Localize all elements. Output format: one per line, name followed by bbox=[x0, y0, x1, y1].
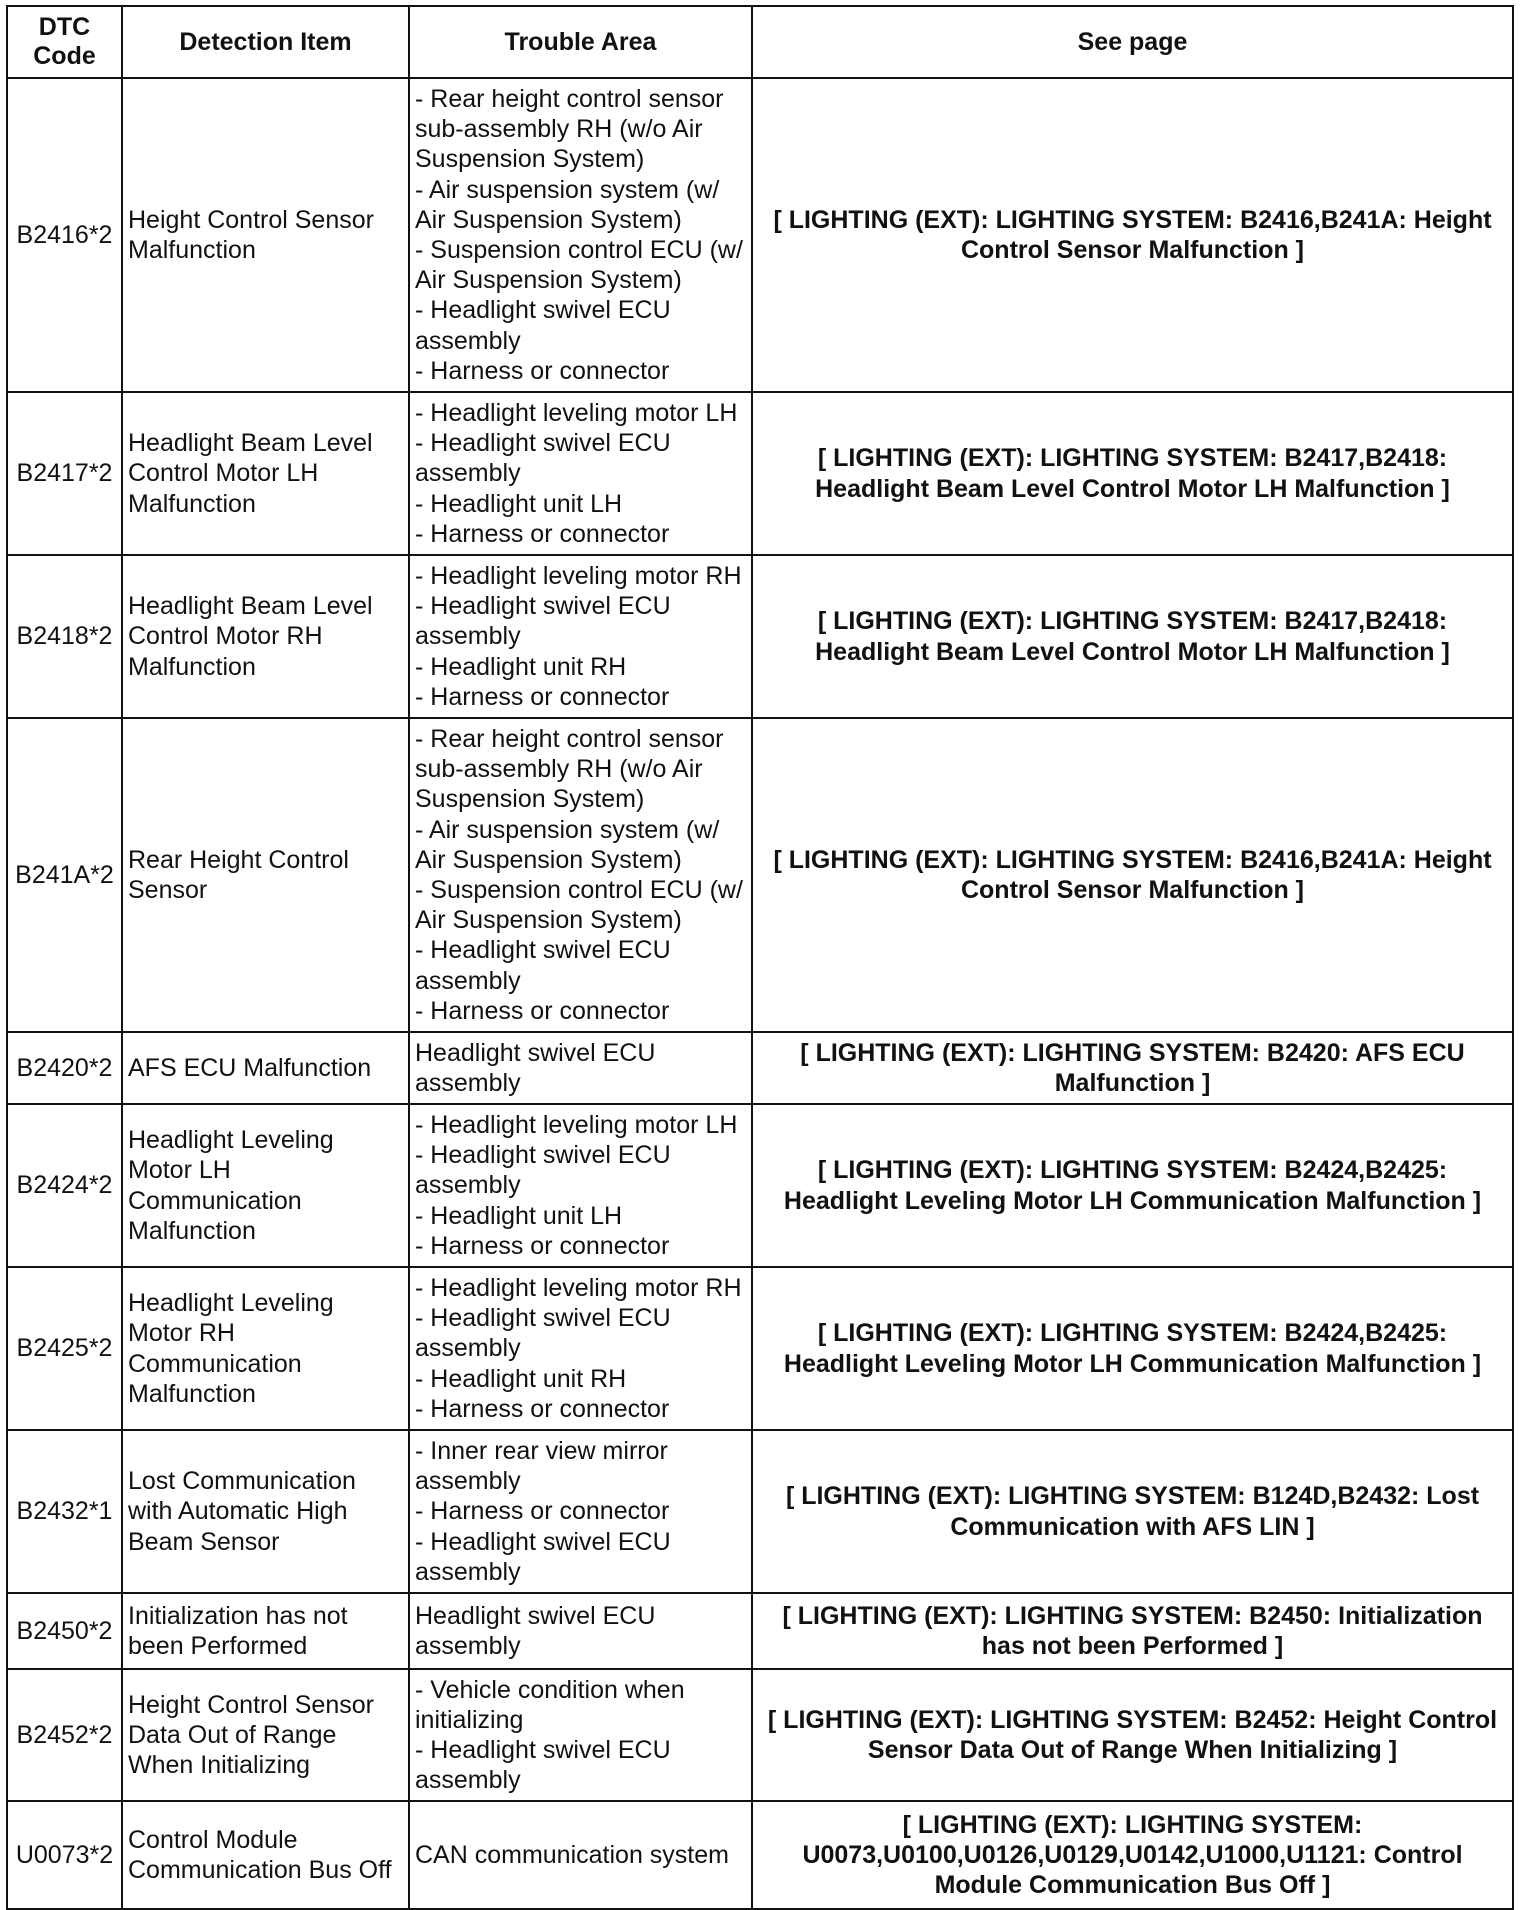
trouble-area-line: - Harness or connector bbox=[415, 1394, 670, 1423]
trouble-area-line: - Headlight unit RH bbox=[415, 1364, 627, 1393]
header-dtc-code: DTC Code bbox=[7, 6, 122, 78]
dtc-code-cell: B2420*2 bbox=[7, 1032, 122, 1104]
dtc-code-cell: B2418*2 bbox=[7, 555, 122, 718]
trouble-area-line: - Air suspension system (w/ Air Suspension System) bbox=[415, 175, 720, 234]
detection-item-cell: Height Control Sensor Data Out of Range When Initializing bbox=[122, 1669, 409, 1801]
dtc-table bbox=[6, 5, 1514, 1910]
header-detection-item: Detection Item bbox=[122, 6, 409, 78]
table-row bbox=[7, 1104, 1513, 1267]
dtc-code-cell: B2432*1 bbox=[7, 1430, 122, 1593]
trouble-area-line: - Air suspension system (w/ Air Suspension System) bbox=[415, 815, 720, 874]
detection-item-cell: AFS ECU Malfunction bbox=[122, 1032, 409, 1104]
trouble-area-line: - Rear height control sensor sub-assembly RH (w/o Air Suspension System) bbox=[415, 84, 724, 174]
trouble-area-line: - Rear height control sensor sub-assembly RH (w/o Air Suspension System) bbox=[415, 724, 724, 814]
trouble-area-line: - Harness or connector bbox=[415, 1497, 670, 1526]
see-page-link[interactable]: [ LIGHTING (EXT): LIGHTING SYSTEM: B2424,B2425: Headlight Leveling Motor LH Communication Malfunction ] bbox=[752, 1267, 1513, 1430]
trouble-area-line: - Headlight unit LH bbox=[415, 489, 623, 518]
trouble-area-cell bbox=[409, 1593, 752, 1669]
trouble-area-line: - Headlight leveling motor RH bbox=[415, 1273, 742, 1302]
dtc-code-cell: B2452*2 bbox=[7, 1669, 122, 1801]
table-row bbox=[7, 1669, 1513, 1801]
table-row bbox=[7, 555, 1513, 718]
trouble-area-cell bbox=[409, 1430, 752, 1593]
see-page-link[interactable]: [ LIGHTING (EXT): LIGHTING SYSTEM: B2417,B2418: Headlight Beam Level Control Motor LH Malfunction ] bbox=[752, 555, 1513, 718]
trouble-area-line: CAN communication system bbox=[415, 1840, 729, 1869]
detection-item-cell: Headlight Leveling Motor RH Communication Malfunction bbox=[122, 1267, 409, 1430]
table-row bbox=[7, 718, 1513, 1032]
table-row bbox=[7, 78, 1513, 392]
trouble-area-line: - Headlight swivel ECU assembly bbox=[415, 296, 671, 355]
table-row bbox=[7, 1593, 1513, 1669]
trouble-area-line: - Headlight swivel ECU assembly bbox=[415, 429, 671, 488]
see-page-link[interactable]: [ LIGHTING (EXT): LIGHTING SYSTEM: B2417,B2418: Headlight Beam Level Control Motor LH Malfunction ] bbox=[752, 392, 1513, 555]
detection-item-cell: Headlight Beam Level Control Motor RH Malfunction bbox=[122, 555, 409, 718]
dtc-code-cell: B2416*2 bbox=[7, 78, 122, 392]
table-row bbox=[7, 1267, 1513, 1430]
trouble-area-line: - Headlight leveling motor LH bbox=[415, 1110, 738, 1139]
trouble-area-cell bbox=[409, 1267, 752, 1430]
detection-item-cell: Headlight Beam Level Control Motor LH Malfunction bbox=[122, 392, 409, 555]
trouble-area-line: Headlight swivel ECU assembly bbox=[415, 1038, 656, 1097]
see-page-link[interactable]: [ LIGHTING (EXT): LIGHTING SYSTEM: B2416,B241A: Height Control Sensor Malfunction ] bbox=[752, 78, 1513, 392]
trouble-area-line: - Harness or connector bbox=[415, 682, 670, 711]
see-page-link[interactable]: [ LIGHTING (EXT): LIGHTING SYSTEM: B2450: Initialization has not been Performed ] bbox=[752, 1593, 1513, 1669]
trouble-area-cell bbox=[409, 1104, 752, 1267]
trouble-area-line: - Harness or connector bbox=[415, 996, 670, 1025]
trouble-area-line: - Headlight unit RH bbox=[415, 652, 627, 681]
trouble-area-cell bbox=[409, 392, 752, 555]
detection-item-cell: Rear Height Control Sensor bbox=[122, 718, 409, 1032]
detection-item-cell: Initialization has not been Performed bbox=[122, 1593, 409, 1669]
trouble-area-line: - Headlight unit LH bbox=[415, 1201, 623, 1230]
trouble-area-line: - Vehicle condition when initializing bbox=[415, 1675, 685, 1734]
detection-item-cell: Lost Communication with Automatic High Beam Sensor bbox=[122, 1430, 409, 1593]
detection-item-cell: Headlight Leveling Motor LH Communication Malfunction bbox=[122, 1104, 409, 1267]
trouble-area-line: - Headlight swivel ECU assembly bbox=[415, 1304, 671, 1363]
dtc-code-cell: B2425*2 bbox=[7, 1267, 122, 1430]
see-page-link[interactable]: [ LIGHTING (EXT): LIGHTING SYSTEM: U0073,U0100,U0126,U0129,U0142,U1000,U1121: Control Module Communication Bus Off ] bbox=[752, 1801, 1513, 1909]
trouble-area-cell bbox=[409, 1801, 752, 1909]
see-page-link[interactable]: [ LIGHTING (EXT): LIGHTING SYSTEM: B2424,B2425: Headlight Leveling Motor LH Communication Malfunction ] bbox=[752, 1104, 1513, 1267]
trouble-area-cell bbox=[409, 555, 752, 718]
header-trouble-area: Trouble Area bbox=[409, 6, 752, 78]
see-page-link[interactable]: [ LIGHTING (EXT): LIGHTING SYSTEM: B2452: Height Control Sensor Data Out of Range When Initializing ] bbox=[752, 1669, 1513, 1801]
detection-item-cell: Height Control Sensor Malfunction bbox=[122, 78, 409, 392]
trouble-area-cell bbox=[409, 718, 752, 1032]
trouble-area-line: - Headlight swivel ECU assembly bbox=[415, 592, 671, 651]
trouble-area-line: - Headlight leveling motor LH bbox=[415, 398, 738, 427]
see-page-link[interactable]: [ LIGHTING (EXT): LIGHTING SYSTEM: B2420: AFS ECU Malfunction ] bbox=[752, 1032, 1513, 1104]
detection-item-cell: Control Module Communication Bus Off bbox=[122, 1801, 409, 1909]
dtc-code-cell: U0073*2 bbox=[7, 1801, 122, 1909]
see-page-link[interactable]: [ LIGHTING (EXT): LIGHTING SYSTEM: B124D,B2432: Lost Communication with AFS LIN ] bbox=[752, 1430, 1513, 1593]
table-row bbox=[7, 392, 1513, 555]
trouble-area-cell bbox=[409, 78, 752, 392]
table-row bbox=[7, 1032, 1513, 1104]
trouble-area-line: - Headlight swivel ECU assembly bbox=[415, 1736, 671, 1795]
table-row bbox=[7, 1801, 1513, 1909]
trouble-area-cell bbox=[409, 1669, 752, 1801]
trouble-area-line: - Suspension control ECU (w/ Air Suspension System) bbox=[415, 236, 743, 295]
header-row bbox=[7, 6, 1513, 78]
see-page-link[interactable]: [ LIGHTING (EXT): LIGHTING SYSTEM: B2416,B241A: Height Control Sensor Malfunction ] bbox=[752, 718, 1513, 1032]
trouble-area-line: - Harness or connector bbox=[415, 356, 670, 385]
trouble-area-line: - Harness or connector bbox=[415, 1231, 670, 1260]
trouble-area-line: - Headlight swivel ECU assembly bbox=[415, 936, 671, 995]
trouble-area-line: - Suspension control ECU (w/ Air Suspension System) bbox=[415, 876, 743, 935]
dtc-code-cell: B2424*2 bbox=[7, 1104, 122, 1267]
header-see-page: See page bbox=[752, 6, 1513, 78]
dtc-code-cell: B2417*2 bbox=[7, 392, 122, 555]
trouble-area-line: - Headlight swivel ECU assembly bbox=[415, 1527, 671, 1586]
trouble-area-line: - Harness or connector bbox=[415, 519, 670, 548]
trouble-area-line: - Inner rear view mirror assembly bbox=[415, 1436, 668, 1496]
dtc-code-cell: B241A*2 bbox=[7, 718, 122, 1032]
trouble-area-cell bbox=[409, 1032, 752, 1104]
dtc-code-cell: B2450*2 bbox=[7, 1593, 122, 1669]
trouble-area-line: - Headlight leveling motor RH bbox=[415, 561, 742, 590]
trouble-area-line: - Headlight swivel ECU assembly bbox=[415, 1141, 671, 1200]
trouble-area-line: Headlight swivel ECU assembly bbox=[415, 1601, 656, 1660]
table-row bbox=[7, 1430, 1513, 1593]
